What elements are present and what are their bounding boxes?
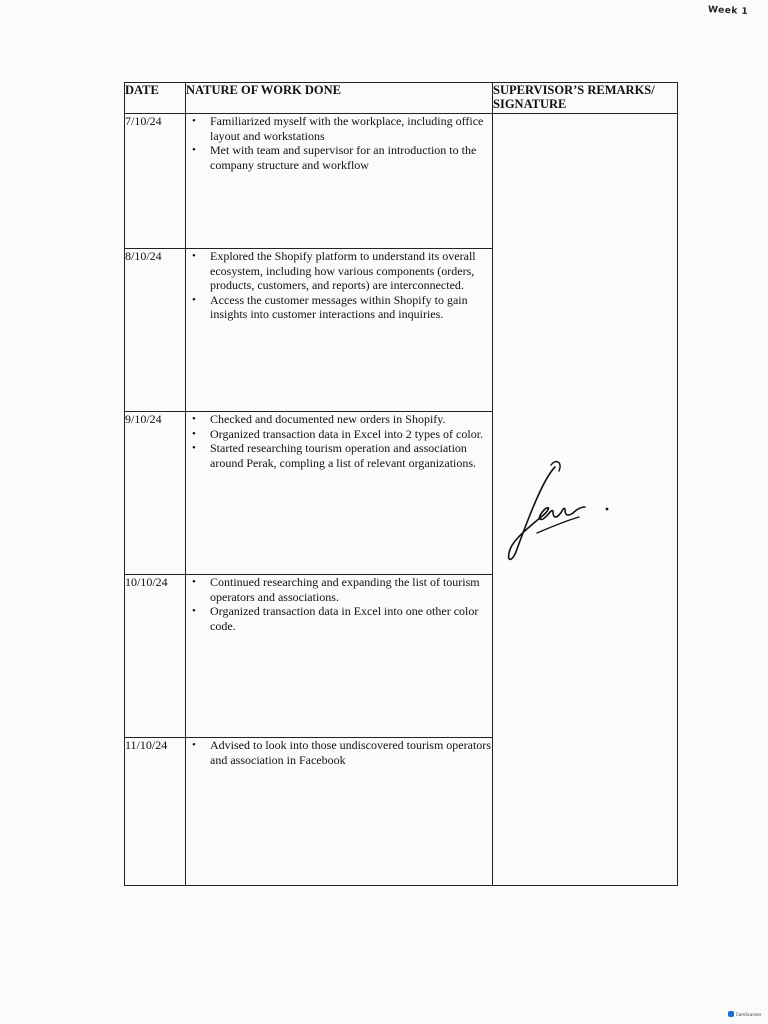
row-work-done	[186, 114, 493, 249]
row-date: 10/10/24	[125, 575, 186, 738]
row-date: 7/10/24	[125, 114, 186, 249]
list-item: • Explored the Shopify platform to understand its overall ecosystem, including how various components (orders, products, customers, and reports) are interconnected.	[210, 249, 492, 293]
supervisor-signature	[503, 459, 643, 569]
table-row	[125, 114, 678, 249]
header-row	[125, 83, 678, 114]
list-item: • Continued researching and expanding the list of tourism operators and associations.	[210, 575, 492, 604]
date-column-header: DATE	[125, 83, 186, 114]
supervisor-column-header: SUPERVISOR’S REMARKS/ SIGNATURE	[493, 83, 678, 114]
scanner-watermark	[728, 1007, 764, 1021]
row-date: 8/10/24	[125, 249, 186, 412]
list-item: • Access the customer messages within Shopify to gain insights into customer interactions and inquiries.	[210, 293, 492, 322]
list-item: • Checked and documented new orders in Shopify.	[210, 412, 492, 427]
scanner-label: CamScanner	[736, 1011, 762, 1017]
supervisor-remarks-cell	[493, 114, 678, 886]
list-item: • Advised to look into those undiscovered tourism operators and association in Facebook	[210, 738, 492, 767]
nature-column-header: NATURE OF WORK DONE	[186, 83, 493, 114]
week-note: Week 1	[707, 4, 749, 18]
list-item: • Started researching tourism operation and association around Perak, compling a list of relevant organizations.	[210, 441, 492, 470]
work-log-table	[124, 82, 678, 886]
list-item: • Met with team and supervisor for an introduction to the company structure and workflow	[210, 143, 492, 172]
row-date: 11/10/24	[125, 738, 186, 886]
camscanner-icon	[728, 1011, 734, 1017]
list-item: • Organized transaction data in Excel into 2 types of color.	[210, 427, 492, 442]
row-work-done	[186, 412, 493, 575]
row-work-done	[186, 249, 493, 412]
list-item: • Familiarized myself with the workplace, including office layout and workstations	[210, 114, 492, 143]
list-item: • Organized transaction data in Excel into one other color code.	[210, 604, 492, 633]
row-work-done	[186, 738, 493, 886]
row-date: 9/10/24	[125, 412, 186, 575]
row-work-done	[186, 575, 493, 738]
